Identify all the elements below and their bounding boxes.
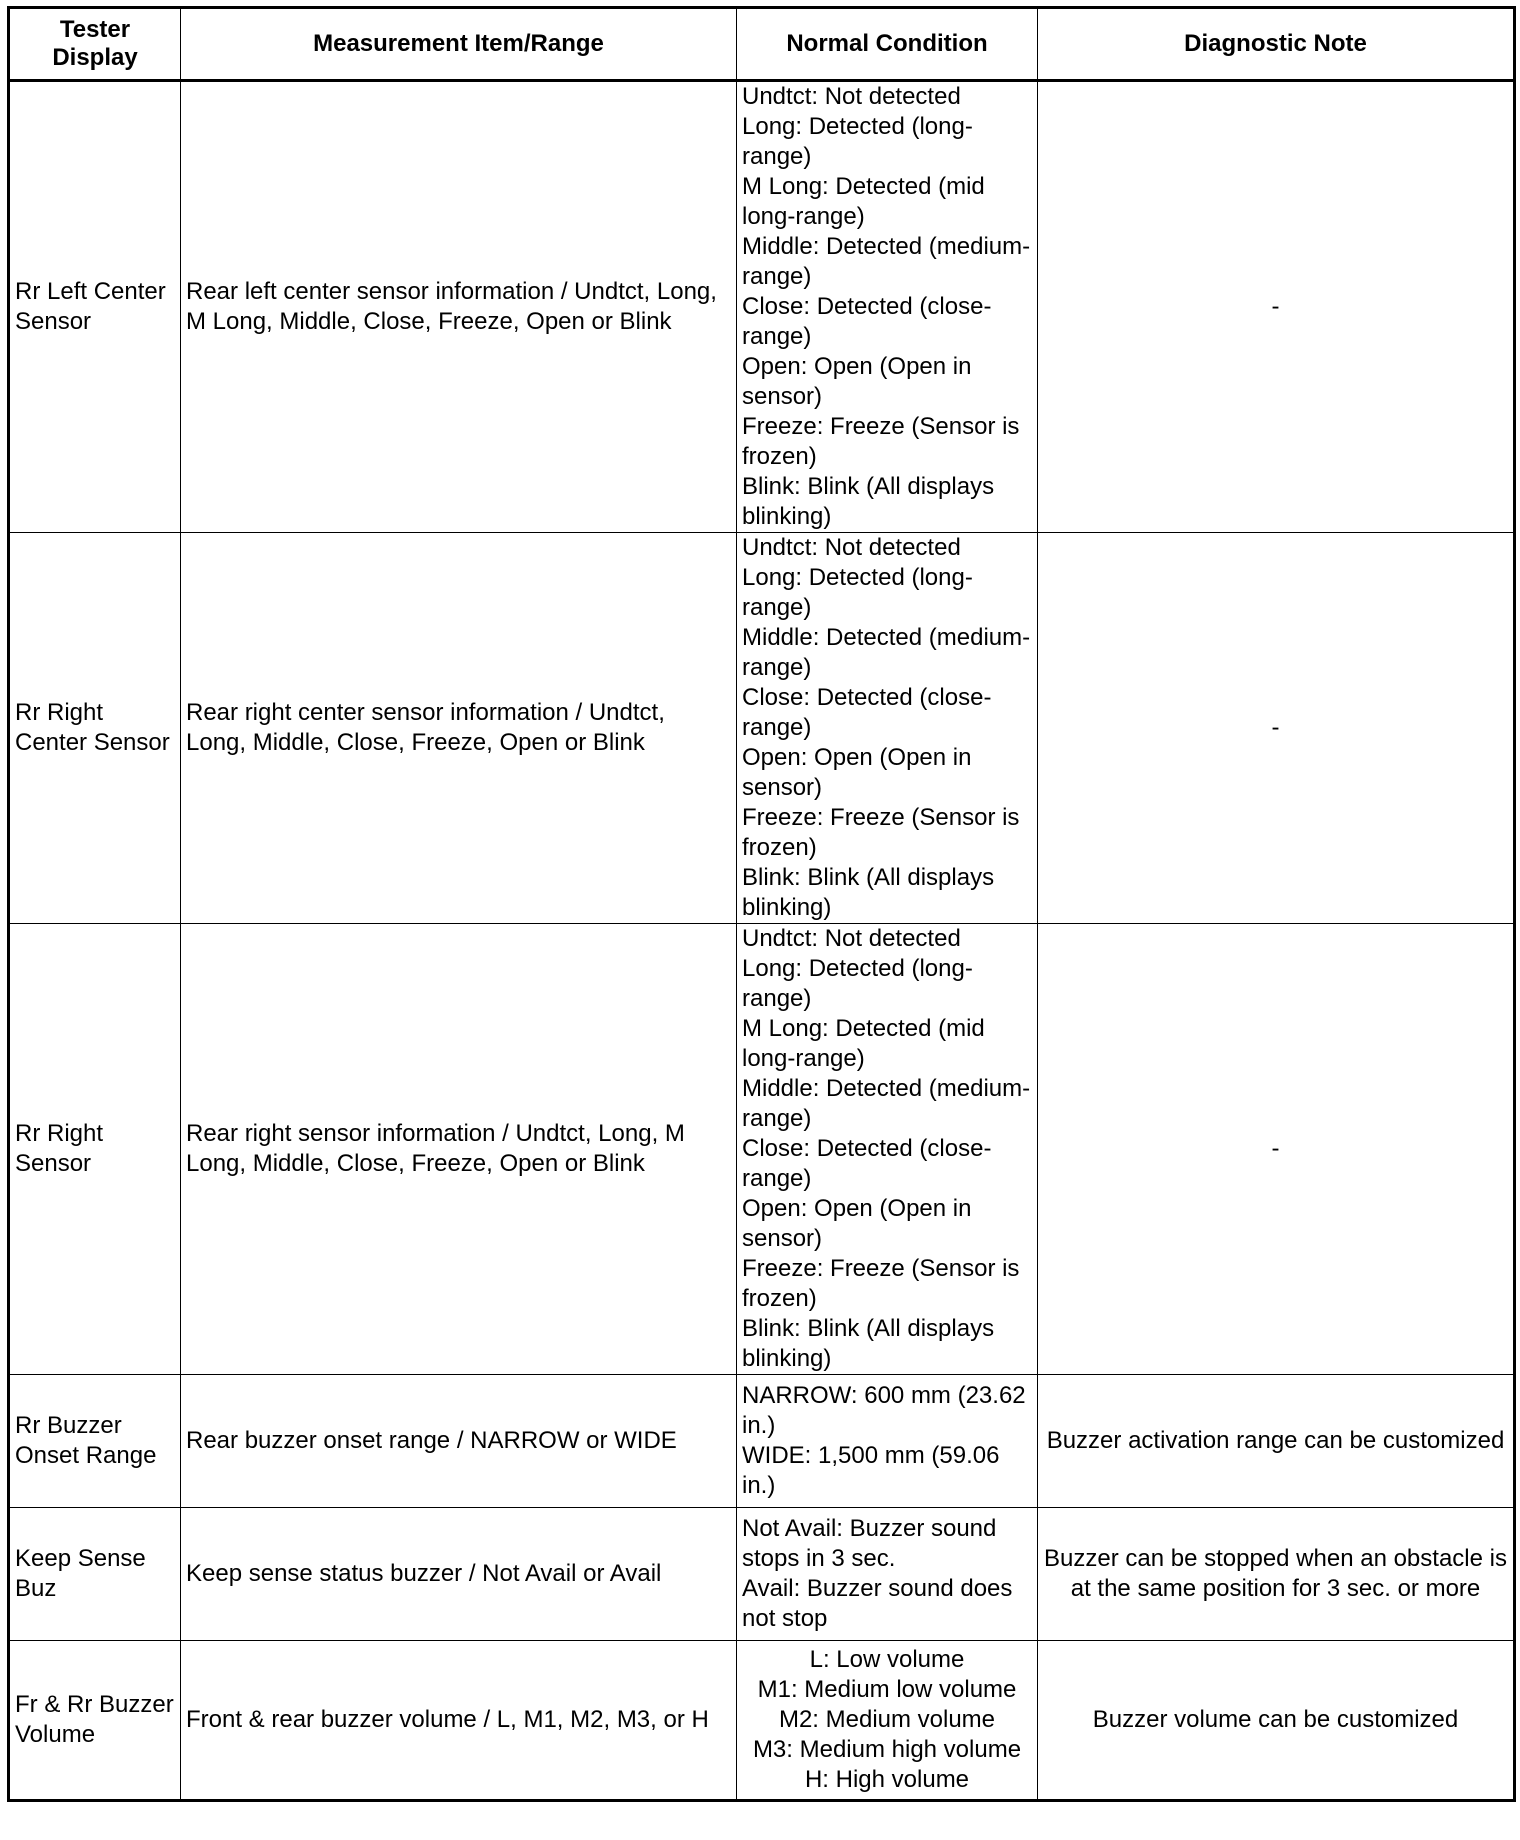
condition-line: H: High volume [804, 1766, 970, 1793]
measurement-item-cell: Front & rear buzzer volume / L, M1, M2, M3, or H [181, 1641, 737, 1801]
measurement-item-cell: Rear right center sensor information / Undtct, Long, Middle, Close, Freeze, Open or Blink [181, 533, 737, 924]
table-row [9, 1508, 1515, 1641]
condition-line: M Long: Detected (mid long-range) [742, 173, 985, 230]
header-tester-display-line-2: Display [52, 44, 138, 71]
diagnostic-note-cell: - [1038, 533, 1515, 924]
normal-condition-cell [737, 1508, 1038, 1641]
condition-line: M1: Medium low volume [757, 1676, 1017, 1703]
condition-line: Freeze: Freeze (Sensor is frozen) [742, 1255, 1020, 1312]
diagnostic-note-cell: Buzzer volume can be customized [1038, 1641, 1515, 1801]
condition-line: NARROW: 600 mm (23.62 in.) [742, 1382, 1026, 1439]
header-row [9, 8, 1515, 81]
condition-line: Middle: Detected (medium-range) [742, 233, 1031, 290]
diagnostic-table [7, 6, 1516, 1802]
condition-line: Close: Detected (close-range) [742, 293, 992, 350]
condition-line: Long: Detected (long-range) [742, 955, 973, 1012]
condition-line: M Long: Detected (mid long-range) [742, 1015, 985, 1072]
measurement-item-cell: Rear right sensor information / Undtct, Long, M Long, Middle, Close, Freeze, Open or Blink [181, 924, 737, 1375]
measurement-item-cell: Rear left center sensor information / Undtct, Long, M Long, Middle, Close, Freeze, Open or Blink [181, 81, 737, 533]
diagnostic-note-cell: - [1038, 924, 1515, 1375]
diagnostic-note-cell: Buzzer activation range can be customized [1038, 1375, 1515, 1508]
condition-line: Undtct: Not detected [742, 83, 961, 110]
table-row [9, 1375, 1515, 1508]
tester-display-cell: Fr & Rr Buzzer Volume [9, 1641, 181, 1801]
condition-line: L: Low volume [809, 1646, 965, 1673]
measurement-item-cell: Keep sense status buzzer / Not Avail or Avail [181, 1508, 737, 1641]
table-row [9, 924, 1515, 1375]
tester-display-cell: Rr Right Center Sensor [9, 533, 181, 924]
condition-line: Open: Open (Open in sensor) [742, 744, 972, 801]
condition-line: Avail: Buzzer sound does not stop [742, 1575, 1013, 1632]
tester-display-cell: Keep Sense Buz [9, 1508, 181, 1641]
table-row [9, 81, 1515, 533]
tester-display-cell: Rr Left Center Sensor [9, 81, 181, 533]
header-tester-display [9, 8, 181, 81]
normal-condition-cell [737, 81, 1038, 533]
normal-condition-cell [737, 1641, 1038, 1801]
table-row [9, 1641, 1515, 1801]
condition-line: Open: Open (Open in sensor) [742, 353, 972, 410]
condition-line: Blink: Blink (All displays blinking) [742, 1315, 995, 1372]
condition-line: Middle: Detected (medium-range) [742, 624, 1031, 681]
condition-line: Close: Detected (close-range) [742, 684, 992, 741]
measurement-item-cell: Rear buzzer onset range / NARROW or WIDE [181, 1375, 737, 1508]
condition-line: Middle: Detected (medium-range) [742, 1075, 1031, 1132]
table-row [9, 533, 1515, 924]
condition-line: Blink: Blink (All displays blinking) [742, 864, 995, 921]
condition-line: Undtct: Not detected [742, 534, 961, 561]
condition-line: M3: Medium high volume [752, 1736, 1022, 1763]
condition-line: Freeze: Freeze (Sensor is frozen) [742, 804, 1020, 861]
condition-line: Not Avail: Buzzer sound stops in 3 sec. [742, 1515, 997, 1572]
diagnostic-note-cell: Buzzer can be stopped when an obstacle is at the same position for 3 sec. or more [1038, 1508, 1515, 1641]
condition-line: Undtct: Not detected [742, 925, 961, 952]
condition-line: Freeze: Freeze (Sensor is frozen) [742, 413, 1020, 470]
condition-line: Long: Detected (long-range) [742, 564, 973, 621]
condition-line: WIDE: 1,500 mm (59.06 in.) [742, 1442, 1000, 1499]
header-diagnostic-note: Diagnostic Note [1038, 8, 1515, 81]
normal-condition-cell [737, 924, 1038, 1375]
header-normal-condition: Normal Condition [737, 8, 1038, 81]
condition-line: M2: Medium volume [778, 1706, 996, 1733]
diagnostic-note-cell: - [1038, 81, 1515, 533]
normal-condition-cell [737, 1375, 1038, 1508]
condition-line: Open: Open (Open in sensor) [742, 1195, 972, 1252]
header-measurement-item: Measurement Item/Range [181, 8, 737, 81]
tester-display-cell: Rr Right Sensor [9, 924, 181, 1375]
header-tester-display-line-1: Tester [59, 16, 131, 43]
condition-line: Close: Detected (close-range) [742, 1135, 992, 1192]
condition-line: Long: Detected (long-range) [742, 113, 973, 170]
condition-line: Blink: Blink (All displays blinking) [742, 473, 995, 530]
normal-condition-cell [737, 533, 1038, 924]
tester-display-cell: Rr Buzzer Onset Range [9, 1375, 181, 1508]
